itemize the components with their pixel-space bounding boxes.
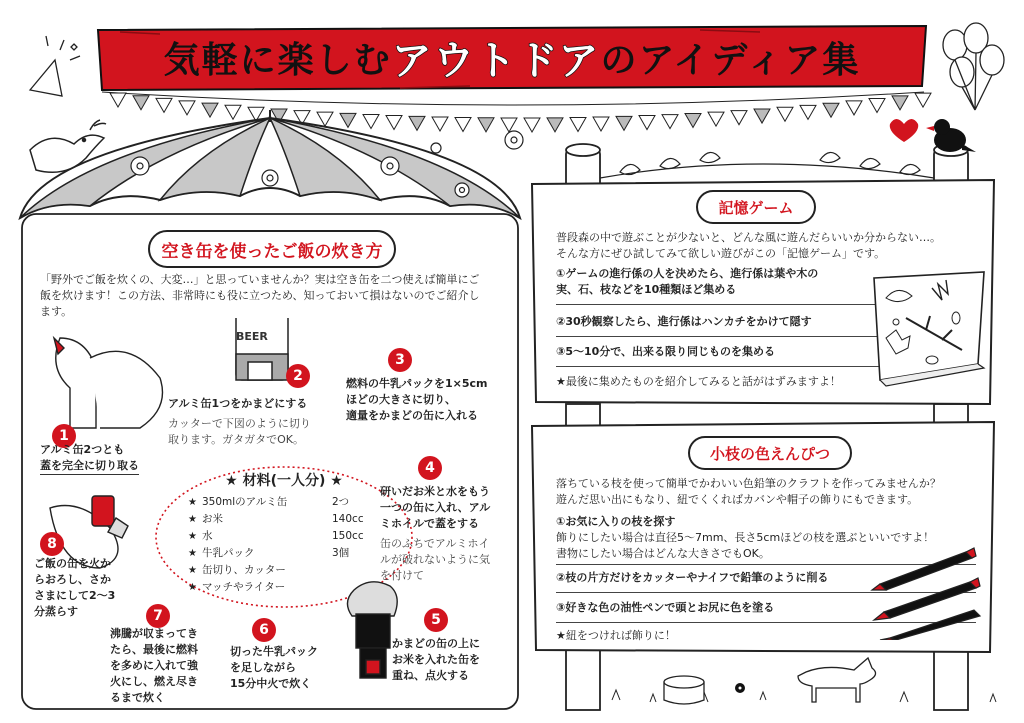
can-intro-line-3: ます。 [40,305,73,318]
can-step-1-line-1: アルミ缶2つとも [40,443,125,456]
title-part-3: のアイディア集 [600,39,861,81]
material-item [188,545,380,562]
pencil-step-1-title: ①お気に入りの枝を探す [556,515,676,528]
pencil-step-2: ②枝の片方だけをカッターやナイフで鉛筆のように削る [556,571,829,584]
bunting-flag [662,115,678,129]
bunting-flag [777,107,793,121]
bunting-flag [501,118,517,132]
star-icon: ★ [188,565,197,576]
material-qty [332,562,380,579]
can-step-4-sub-2: ルが破れないように気 [380,553,490,566]
can-intro-line-2: 飯を炊けます！この方法、非常時にも役に立つため、知っておいて損はないのでご紹介し [40,289,480,302]
can-step-1-line-2: 蓋を完全に切り取る [40,458,139,475]
can-step-4-sub-1: 缶のふちでアルミホイ [380,537,490,550]
title-part-2: アウトドア [391,37,601,84]
cutting-can-illustration [54,338,163,428]
bunting-flag [547,118,563,132]
material-qty: 150cc [332,530,364,542]
bunting-flag [363,115,379,129]
can-step-8 [34,556,134,620]
can-step-2-line-1: アルミ缶1つをかまどにする [168,397,308,410]
stacked-cans-illustration [347,582,397,678]
title-banner [98,26,926,88]
fox-icon [798,658,876,702]
pencil-section-heading: 小枝の色えんぴつ [688,436,852,470]
can-intro-line-1: 「野外でご飯を炊くの、大変…」と思っていませんか？実は空き缶を二つ使えば簡単にご [40,273,480,286]
material-name: お米 [202,513,223,525]
star-icon: ★ [188,497,197,508]
can-intro [40,272,506,320]
can-step-6-line-1: 切った牛乳パック [230,645,318,658]
can-step-5 [392,636,512,684]
can-step-3-line-3: 適量をかまどの缶に入れる [346,409,478,422]
can-step-4-line-3: ミホイルで蓋をする [380,517,479,530]
pencil-intro-line-1: 落ちている枝を使って簡単でかわいい色鉛筆のクラフトを作ってみませんか？ [556,477,941,490]
memory-step-1-line-2: 実、石、枝などを10種類ほど集める [556,283,737,296]
can-step-8-line-4: 分蒸らす [34,605,78,618]
material-name: 缶切り、カッター [202,564,286,576]
can-step-4 [380,484,510,584]
step-number-1: 1 [52,424,76,448]
material-qty: 2つ [332,496,350,508]
material-qty: 140cc [332,513,364,525]
material-name: 水 [202,530,213,542]
bunting-flag [593,117,609,131]
can-step-3-line-1: 燃料の牛乳パックを1×5cm [346,377,488,390]
memory-step-1-line-1: ①ゲームの進行係の人を決めたら、進行係は葉や木の [556,267,819,280]
materials-title: ★ 材料(一人分) ★ [225,473,343,489]
can-step-5-line-2: お米を入れた缶を [392,653,480,666]
step-number-5: 5 [424,608,448,632]
can-step-2-sub-2: 取ります。ガタガタでOK。 [168,433,304,446]
star-icon: ★ [188,548,197,559]
step-number-8: 8 [40,532,64,556]
bunting-flag [409,116,425,130]
bunting-flag [386,116,402,130]
can-step-4-sub-3: を付けて [380,569,424,582]
bunting-flag [800,105,816,119]
material-item [188,494,380,511]
material-item [188,562,380,579]
memory-intro-line-1: 普段森の中で遊ぶことが少ないと、どんな風に遊んだらいいか分からない…。 [556,231,941,244]
can-step-6-line-3: 15分中火で炊く [230,677,312,690]
bunting-flag [639,116,655,130]
can-step-4-line-1: 研いだお米と水をもう [380,485,490,498]
can-step-7-line-1: 沸騰が収まってき [110,627,198,640]
can-step-6-line-2: を足しながら [230,661,296,674]
bunting-flag [869,98,885,112]
memory-intro-line-2: そんな方にぜひ試してみて欲しい遊びがこの「記憶ゲーム」です。 [556,247,886,260]
bunting-flag [616,116,632,130]
memory-intro [556,230,976,262]
bunting-flag [846,101,862,115]
pencil-intro-line-2: 遊んだ思い出にもなり、紐でくくればカバンや帽子の飾りにもできます。 [556,493,919,506]
leaf-garland [600,152,934,178]
bunting-flag [708,112,724,126]
pencil-step-1-sub-2: 書物にしたい場合はどんな大きさでもOK。 [556,547,770,560]
leaves-on-cloth-illustration [866,268,990,388]
bunting-flag [892,96,908,110]
bunting-flag [455,117,471,131]
step-number-7: 7 [146,604,170,628]
step-number-4: 4 [418,456,442,480]
material-name: 350mlのアルミ缶 [202,496,288,508]
can-step-7-line-5: るまで炊く [110,691,165,704]
can-step-7-line-4: 火にし、燃え尽き [110,675,198,688]
material-name: マッチやライター [202,581,286,593]
page-title [98,26,926,88]
beer-label: BEER [236,330,268,343]
bunting-flag [478,118,494,132]
material-item [188,579,380,596]
can-step-3 [346,376,506,424]
bunting-flag [202,103,218,117]
pencil-step-1-sub-1: 飾りにしたい場合は直径5〜7mm、長さ5cmほどの枝を選ぶといいですよ！ [556,531,935,544]
can-step-6 [230,644,350,692]
can-step-2-sub-1: カッターで下図のように切り [168,417,311,430]
crow-icon [926,119,976,152]
can-step-8-line-1: ご飯の缶を火か [34,557,111,570]
material-qty [332,579,380,596]
can-step-4-line-2: 一つの缶に入れ、アル [380,501,491,514]
can-step-5-line-1: かまどの缶の上に [392,637,480,650]
material-item [188,528,380,545]
bunting-flag [754,109,770,123]
bunting-flag [225,105,241,119]
can-step-3-line-2: ほどの大きさに切り、 [346,393,456,406]
bunting-flag [823,103,839,117]
pencil-step-3: ③好きな色の油性ペンで頭とお尻に色を塗る [556,601,775,614]
materials-list [188,494,380,596]
bunting-flag [179,101,195,115]
can-step-7-line-3: を多めに入れて強 [110,659,198,672]
bunting-flag [156,98,172,112]
can-step-7-line-2: たら、最後に燃料 [110,643,198,656]
title-part-1: 気軽に楽しむ [163,39,392,81]
can-step-5-line-3: 重ね、点火する [392,669,469,682]
bunting-flag [570,117,586,131]
material-qty: 3個 [332,547,350,559]
step-number-6: 6 [252,618,276,642]
can-step-7 [110,626,222,706]
star-icon: ★ [188,514,197,525]
bunting-flag [317,112,333,126]
memory-note: ★最後に集めたものを紹介してみると話がはずみますよ！ [556,375,841,388]
balloons-icon [943,23,1004,110]
bunting-flag [915,93,931,107]
material-name: 牛乳パック [202,547,255,559]
memory-section-heading: 記憶ゲーム [696,190,816,224]
can-step-8-line-2: らおろし、さか [34,573,111,586]
step-number-3: 3 [388,348,412,372]
bunting-flag [432,117,448,131]
bunting-flag [340,113,356,127]
material-item [188,511,380,528]
can-step-1 [40,442,170,475]
memory-step-1 [556,266,866,298]
memory-step-3: ③5〜10分で、出来る限り同じものを集める [556,345,776,358]
materials-box [188,470,380,596]
pencil-intro [556,476,986,508]
party-popper-icon [30,36,80,96]
small-flower-icon [735,683,745,693]
bunting-flag [524,118,540,132]
star-icon: ★ [188,531,197,542]
can-section-heading: 空き缶を使ったご飯の炊き方 [148,230,396,268]
heart-icon [890,119,918,142]
tree-stump-icon [664,676,704,704]
beer-can-illustration [236,318,288,380]
step-number-2: 2 [286,364,310,388]
can-step-2 [168,396,328,448]
twig-pencils-illustration [870,540,988,640]
bunting-flag [731,111,747,125]
pencil-note: ★紐をつければ飾りに！ [556,629,676,642]
can-step-8-line-3: さまにして2〜3 [34,589,116,602]
bunting-flag [685,113,701,127]
star-icon: ★ [188,582,197,593]
bunting-flag [110,93,126,107]
memory-step-2: ②30秒観察したら、進行係はハンカチをかけて隠す [556,315,812,328]
bunting-flag [133,96,149,110]
